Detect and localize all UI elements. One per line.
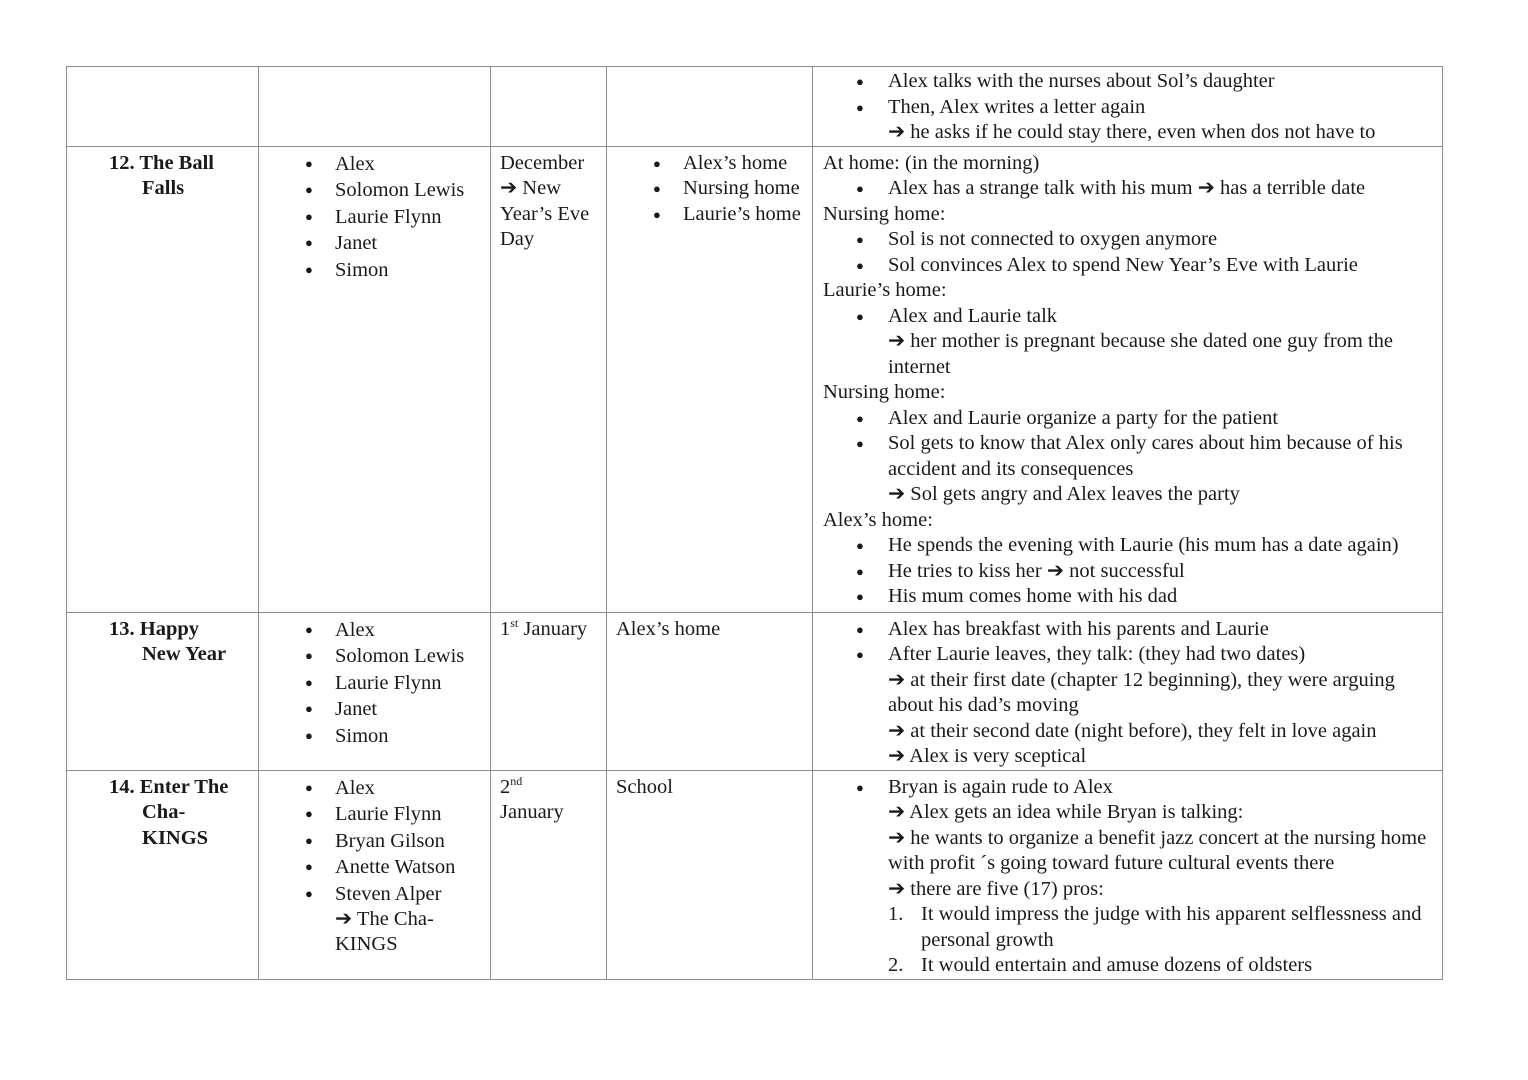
section-heading: At home: (in the morning) [823,151,1040,174]
arrow-note: ➔ Alex is very sceptical [888,745,1087,767]
list-item: ● Anette Watson [269,854,481,881]
table-row [67,67,1443,147]
chapter-title-line: 12. The Ball [109,151,214,174]
arrow-note: ➔ he asks if he could stay there, even when dos not have to [888,121,1376,143]
list-item [823,902,1434,953]
arrow-note: ➔ her mother is pregnant because she dated one guy from the internet [888,330,1394,378]
summary-cell [813,612,1443,770]
list-item: ● Solomon Lewis [269,643,481,670]
table-row [67,612,1443,770]
chapter-cell [67,67,259,147]
arrow-note: ➔ at their second date (night before), they felt in love again [888,719,1377,742]
list-item: ● Alex talks with the nurses about Sol’s daughter [823,69,1434,95]
places-cell: School [607,770,813,979]
list-item: ● Janet [269,696,481,723]
date-day: 1 [500,617,511,640]
date-month: January [518,617,588,640]
list-item: ● Alex [269,151,481,178]
list-item: ● His mum comes home with his dad [823,584,1434,610]
list-item: ● Alex has a strange talk with his mum ➔ has a terrible date [823,176,1434,202]
arrow-note: ➔ Sol gets angry and Alex leaves the party [888,483,1240,505]
arrow-note: ➔ he wants to organize a benefit jazz concert at the nursing home with profit ´s going toward future cultural events there [888,826,1427,874]
chapter-title-line: New Year [142,643,227,665]
date-suffix: nd [510,773,523,788]
chapter-title [67,770,259,979]
places-cell [607,146,813,612]
list-number: 1. [888,903,904,925]
characters-cell [259,146,491,612]
chapter-summary-table [66,66,1443,980]
chapter-title [67,146,259,612]
list-item: ● Alex has breakfast with his parents and Laurie [823,617,1434,643]
list-item: ● Alex [269,775,481,802]
list-item: ● Sol gets to know that Alex only cares about him because of his accident and its consequences [823,431,1434,482]
list-item: ● Janet [269,230,481,257]
places-cell: Alex’s home [607,612,813,770]
arrow-note: ➔ at their first date (chapter 12 beginning), they were arguing about his dad’s moving [888,668,1395,716]
list-item: ● Sol convinces Alex to spend New Year’s Eve with Laurie [823,253,1434,279]
chapter-title-line: Cha- [142,801,186,823]
date-month: January [500,801,564,823]
list-item: ● He spends the evening with Laurie (his mum has a date again) [823,533,1434,559]
list-item-text: After Laurie leaves, they talk: (they had two dates) [888,643,1306,665]
date-day: 2 [500,775,511,798]
document-page [66,66,1442,980]
list-item [823,953,1434,979]
arrow-note: ➔ Alex gets an idea while Bryan is talking: [888,801,1244,823]
table-row [67,146,1443,612]
list-item [823,775,1434,903]
list-item-text: Steven Alper [335,882,442,905]
time-cell: December ➔ New Year’s Eve Day [491,146,607,612]
time-cell [491,770,607,979]
list-item: ● Alex’s home [617,151,803,177]
list-item: ● Alex and Laurie organize a party for the patient [823,406,1434,432]
list-item [269,881,481,958]
list-item-text: It would entertain and amuse dozens of oldsters [921,954,1313,976]
characters-cell [259,67,491,147]
list-item: ● Nursing home [617,176,803,202]
places-cell [607,67,813,147]
table-row [67,770,1443,979]
summary-cell [813,146,1443,612]
arrow-note: ➔ The Cha-KINGS [335,908,434,955]
characters-cell [259,612,491,770]
list-item: ● Simon [269,257,481,284]
list-item: ● Bryan Gilson [269,828,481,855]
summary-cell [813,770,1443,979]
summary-cell [813,67,1443,147]
date-suffix: st [510,615,519,630]
list-item: ● Then, Alex writes a letter again [823,95,1434,121]
list-item: ● Laurie Flynn [269,801,481,828]
chapter-title [67,612,259,770]
list-item: ● Sol is not connected to oxygen anymore [823,227,1434,253]
list-item: ● Alex and Laurie talk [823,304,1434,330]
list-item: ● Laurie Flynn [269,204,481,231]
list-item-text: Bryan is again rude to Alex [888,775,1113,798]
section-heading: Nursing home: [823,202,946,225]
list-item [823,642,1434,770]
list-number: 2. [888,954,904,976]
list-item: ● Laurie Flynn [269,670,481,697]
list-item: ● Simon [269,723,481,750]
list-item: ● Solomon Lewis [269,177,481,204]
section-heading: Laurie’s home: [823,279,947,301]
list-item-text: It would impress the judge with his apparent selflessness and personal growth [921,903,1422,951]
time-cell [491,67,607,147]
chapter-title-line: 14. Enter The [109,775,229,798]
chapter-title-line: KINGS [142,826,209,849]
section-heading: Nursing home: [823,381,946,403]
list-item: ● He tries to kiss her ➔ not successful [823,559,1434,585]
chapter-title-line: Falls [142,177,185,199]
section-heading: Alex’s home: [823,508,933,531]
time-cell [491,612,607,770]
arrow-note: ➔ there are five (17) pros: [888,877,1104,900]
chapter-title-line: 13. Happy [109,617,199,640]
list-item: ● Alex [269,617,481,644]
characters-cell [259,770,491,979]
list-item: ● Laurie’s home [617,202,803,228]
